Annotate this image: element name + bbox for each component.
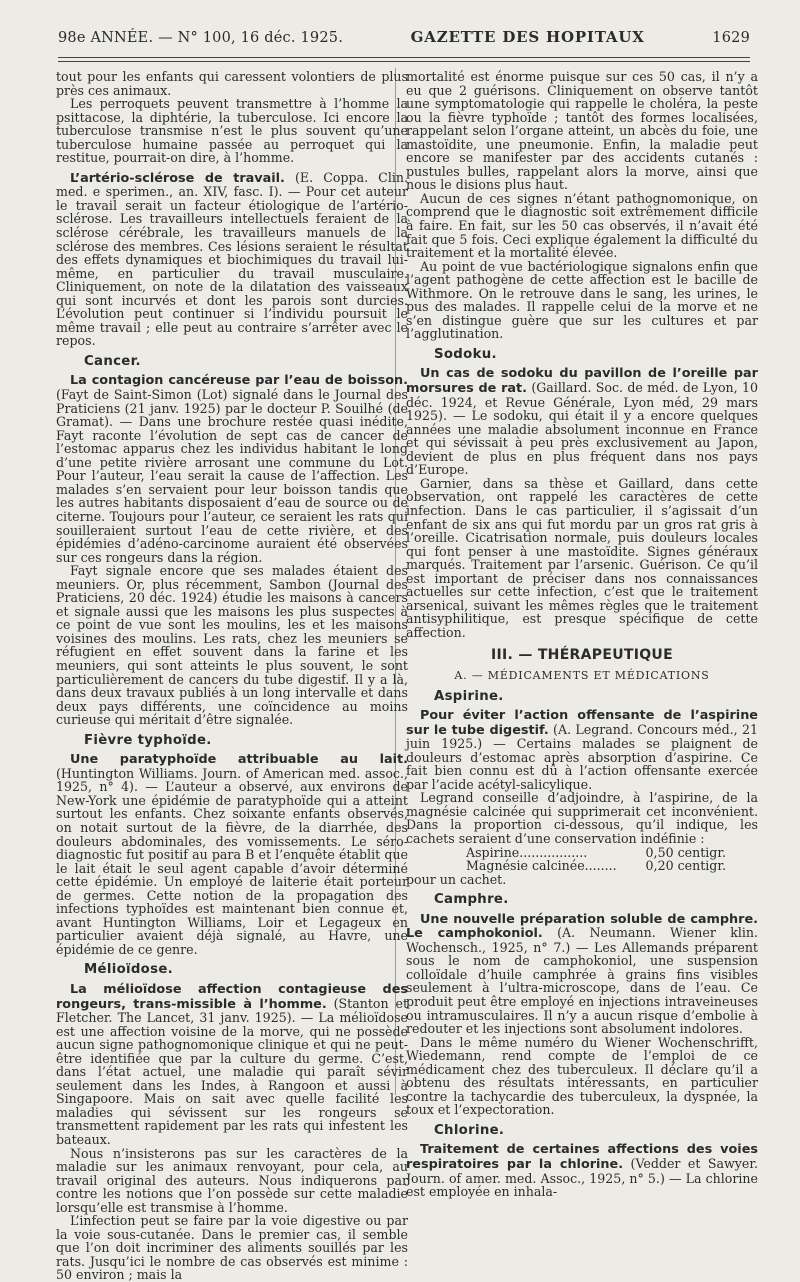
issue-info: 98e ANNÉE. — N° 100, 16 déc. 1925.	[58, 30, 343, 46]
article-title: Une paratyphoïde attribuable au lait.	[70, 752, 408, 768]
section-heading: Sodoku.	[434, 346, 497, 362]
ingredient: Magnésie calcinée........	[466, 858, 617, 874]
journal-title: GAZETTE DES HOPITAUX	[410, 28, 645, 46]
header-rule	[58, 57, 750, 58]
paragraph: pour un cachet.	[406, 871, 507, 887]
article-title: Pour éviter l’action offensante de l’aspirine sur le tube digestif.	[406, 708, 758, 738]
paragraph: mortalité est énorme puisque sur ces 50 cas, il n’y a eu que 2 guérisons. Cliniquement on observe tantôt une symptomatologie qui rappelle le choléra, la peste ou la fièvre typhoïde ; tantôt des formes localisées, rappelant selon l’organe atteint, un abcès du foie, une mastoïdite, une pneumonie. Enfin, la maladie peut encore se manifester par des accidents cutanés : pustules bulles, rappelant alors la morve, ainsi que nous le disions plus haut.	[406, 69, 758, 193]
article	[56, 373, 408, 564]
article	[406, 912, 758, 1036]
paragraph: Garnier, dans sa thèse et Gaillard, dans cette observation, ont rappelé les caractères de cette infection. Dans le cas particulier, il s’agissait d’un enfant de six ans qui fut mordu par un gros rat gris à l’oreille. Cicatrisation normale, puis douleurs locales qui font penser à une mastoïdite. Signes généraux marqués. Traitement par l’arsenic. Guérison. Ce qu’il est important de préciser dans nos connaissances actuelles sur cette infection, c’est que le traitement arsenical, suivant les mêmes règles que le traitement antisyphilitique, est presque spécifique de cette affection.	[406, 475, 758, 640]
article-body: (Fayt de Saint-Simon (Lot) signalé dans le Journal des Praticiens (21 janv. 1925) par le docteur P. Souilhé (de Gramat). — Dans une brochure restée quasi inédite, Fayt raconte l’évolution de sept cas de cancer de l’estomac apparus chez les individus habitant le long d’une petite rivière arrosant une commune du Lot. Pour l’auteur, l’eau serait la cause de l’affection. Les malades s’en servaient pour leur boisson tandis que les autres habitants disposaient d’eau de source ou de citerne. Toujours pour l’auteur, ce seraient les rats qui souilleraient surtout l’eau de cette rivière, et des épidémies d’adéno-carcinome auraient été observées sur ces rongeurs dans la région.	[56, 387, 408, 565]
left-column	[56, 70, 408, 1282]
section-heading: Mélioïdose.	[84, 962, 173, 978]
paragraph: Fayt signale encore que ses malades étaient des meuniers. Or, plus récemment, Sambon (Journal des Praticiens, 20 déc. 1924) étudie les maisons à cancers et signale aussi que les maisons les plus suspectes à ce point de vue sont les moulins, les et les maisons voisines des moulins. Les rats, chez les meuniers se réfugient en effet souvent dans la farine et les meuniers, qui sont atteints le plus souvent, le sont particulièrement de cancers du tube digestif. Il y a là, dans deux travaux publiés à un long intervalle et dans deux pays différents, une coïncidence au moins curieuse qui méritait d’être signalée.	[56, 563, 408, 728]
section-heading: Cancer.	[84, 353, 141, 369]
article-body: (E. Coppa. Clin. med. e sperimen., an. XIV, fasc. I). — Pour cet auteur le travail serait un facteur étiologique de l’artério-sclérose. Les travailleurs intellectuels feraient de la sclérose cérébrale, les travailleurs manuels de la sclérose des membres. Ces lésions seraient le résultat des effets dynamiques et biochimiques du travail lui-même, en particulier du travail musculaire. Cliniquement, on note de la dilatation des vaisseaux qui sont incurvés et dont les parois sont durcies. L’évolution peut continuer si l’individu poursuit le même travail ; elle peut au contraire s’arrêter avec le repos.	[56, 169, 408, 349]
paragraph: Au point de vue bactériologique signalons enfin que l’agent pathogène de cette affection est le bacille de Withmore. On le retrouve dans le sang, les urines, le pus des malades. Il rappelle celui de la morve et ne s’en distingue guère que sur les cultures et par l’agglutination.	[406, 258, 758, 342]
article-title: La contagion cancéreuse par l’eau de boisson.	[70, 373, 408, 389]
article-body: (Stanton et Fletcher. The Lancet, 31 janv. 1925). — La mélioïdose est une affection voisine de la morve, qui ne possède aucun signe pathognomonique clinique et qui ne peut-être identifiée que par la culture du germe. C’est, dans l’état actuel, une maladie qui paraît sévir seulement dans les Indes, à Rangoon et aussi à Singapoore. Mais on sait avec quelle facilité les maladies qui sévissent sur les rongeurs se transmettent rapidement par les rats qui infestent les bateaux.	[56, 995, 409, 1148]
right-column	[406, 70, 758, 1199]
article-body: (Huntington Williams. Journ. of American med. assoc., 1925, n° 4). — L’auteur a observé, aux environs de New-York une épidémie de paratyphoïde qui a atteint surtout les enfants. Chez soixante enfants observés, on notait surtout de la fièvre, de la diarrhée, des douleurs abdominales, des vomissements. Le séro-diagnostic fut positif au para B et l’enquête établit que le lait était le seul agent capable d’avoir déterminé cette épidémie. Un employé de laiterie était porteur de germes. Cette notion de la propagation des infections typhoïdes est maintenant bien connue et, avant Huntington Williams, Loir et Legageux en particulier avaient déjà signalé, au Havre, une épidémie de ce genre.	[56, 765, 408, 957]
article-body: (A. Neumann. Wiener klin. Wochensch., 1925, n° 7.) — Les Allemands préparent sous le nom de camphokoniol, une suspension colloïdale d’huile camphrée à grains fins visibles seulement à l’ultra-microscope, dans de l’eau. Ce produit peut être employé en injections intraveineuses ou intramusculaires. Il n’y a aucun risque d’embolie à redouter et les injections sont absolument indolores.	[406, 925, 758, 1037]
prescription-line	[466, 859, 726, 873]
page-header	[58, 28, 750, 54]
article	[406, 1142, 758, 1198]
paragraph: Legrand conseille d’adjoindre, à l’aspirine, de la magnésie calcinée qui supprimerait cet inconvénient. Dans la proportion ci-dessous, qu’il indique, les cachets seraient d’une conservation indéfinie :	[406, 790, 758, 846]
article-title: L’artério-sclérose de travail.	[70, 170, 285, 186]
page-number: 1629	[712, 30, 750, 46]
paragraph: Dans le même numéro du Wiener Wochenschrifft, Wiedemann, rend compte de l’emploi de ce médicament chez des tuberculeux. Il déclare qu’il a obtenu des résultats intéressants, en particulier contre la tachycardie des tuberculeux, la dyspnée, la toux et l’expectoration.	[406, 1034, 758, 1118]
article-title: Une nouvelle préparation soluble de camphre. Le camphokoniol.	[406, 911, 758, 942]
prescription-line	[466, 846, 726, 860]
paragraph: Nous n’insisterons pas sur les caractères de la maladie sur les animaux renvoyant, pour cela, au travail original des auteurs. Nous indiquerons par contre les notions que l’on possède sur cette maladie lorsqu’elle est transmise à l’homme.	[56, 1145, 408, 1215]
section-heading: Chlorine.	[434, 1122, 505, 1138]
paragraph: Aucun de ces signes n’étant pathognomonique, on comprend que le diagnostic soit extrêmement difficile à faire. En fait, sur les 50 cas observés, il n’avait été fait que 5 fois. Ceci explique également la difficulté du traitement et la mortalité élevée.	[406, 190, 758, 261]
article	[56, 171, 408, 348]
section-heading: Aspirine.	[434, 688, 504, 704]
article-body: (A. Legrand. Concours méd., 21 juin 1925.) — Certains malades se plaignent de douleurs d’estomac après absorption d’aspirine. Ce fait bien connu est dû à l’action offensante exercée par l’acide acétyl-salicylique.	[406, 721, 758, 792]
article	[406, 708, 758, 791]
article-title: Un cas de sodoku du pavillon de l’oreille par morsures de rat.	[406, 366, 758, 397]
paragraph: L’infection peut se faire par la voie digestive ou par la voie sous-cutanée. Dans le premier cas, il semble que l’on doit incriminer des aliments souillés par les rats. Jusqu’ici le nombre de cas observés est minime : 50 environ ; mais la	[56, 1213, 408, 1282]
article	[56, 752, 408, 956]
dose: 0,50 centigr.	[645, 844, 726, 860]
article-body: (Gaillard. Soc. de méd. de Lyon, 10 déc. 1924, et Revue Générale, Lyon méd, 29 mars 1925). — Le sodoku, qui était il y a encore quelques années une maladie absolument inconnue en France et qui sévissait à peu près exclusivement au Japon, devient de plus en plus fréquent dans nos pays d’Europe.	[406, 380, 758, 478]
dose: 0,20 centigr.	[645, 858, 726, 874]
section-heading: Camphre.	[434, 892, 509, 908]
header-rule-thin	[58, 61, 750, 62]
section-heading: Fièvre typhoïde.	[84, 732, 212, 748]
part-heading: III. — THÉRAPEUTIQUE	[491, 647, 673, 664]
ingredient: Aspirine.................	[466, 844, 588, 860]
article-title: La mélioïdose affection contagieuse des rongeurs, trans-missible à l’homme.	[56, 982, 408, 1012]
article-body: (Vedder et Sawyer. Journ. of amer. med. Assoc., 1925, n° 5.) — La chlorine est employée en inhala-	[406, 1156, 759, 1200]
article	[56, 982, 408, 1147]
article	[406, 366, 758, 476]
paragraph: Les perroquets peuvent transmettre à l’homme la psittacose, la diphtérie, la tuberculose. Ici encore la tuberculose transmise n’est le plus souvent qu’une tuberculose humaine passée au perroquet qui la restitue, pourrait-on dire, à l’homme.	[56, 96, 408, 166]
subpart-heading: A. — MÉDICAMENTS ET MÉDICATIONS	[454, 668, 710, 682]
article-title: Traitement de certaines affections des voies respiratoires par la chlorine.	[406, 1142, 758, 1173]
paragraph: tout pour les enfants qui caressent volontiers de plus près ces animaux.	[56, 69, 408, 98]
